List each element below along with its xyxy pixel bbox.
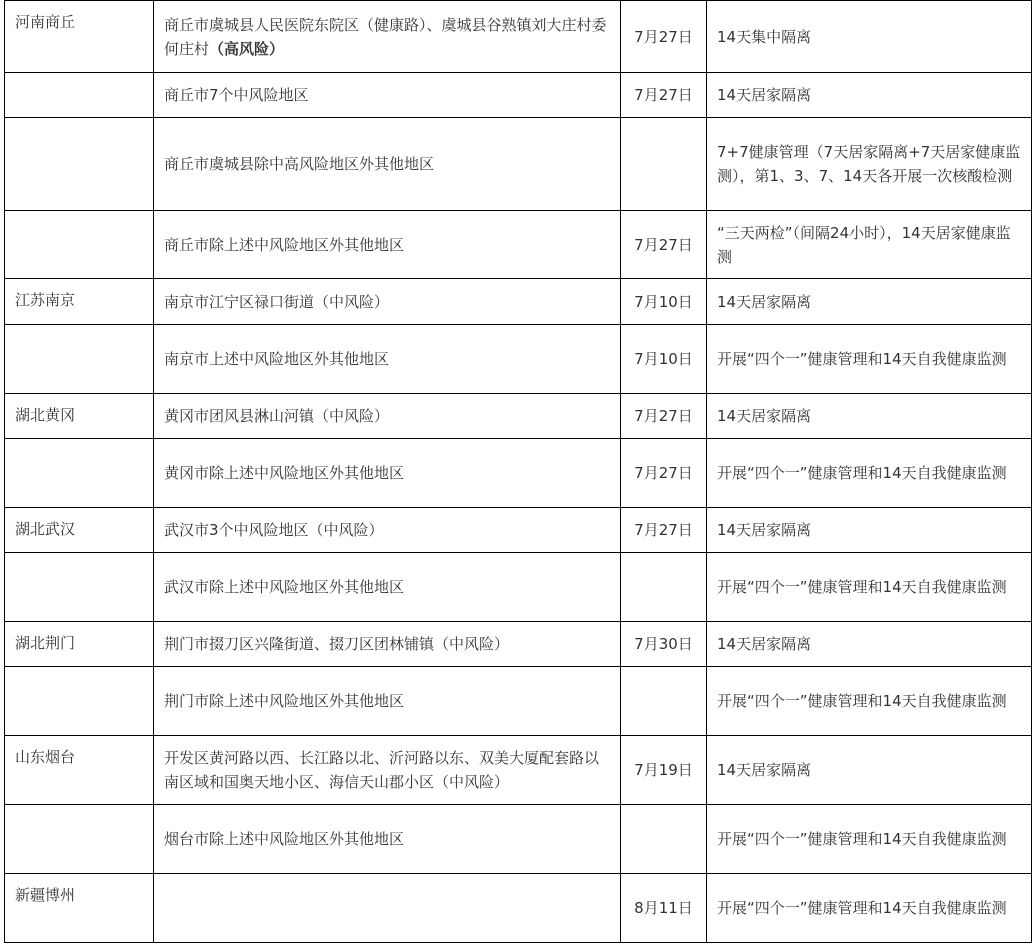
area-cell — [154, 394, 621, 439]
area-cell — [154, 667, 621, 736]
date-cell: 7月27日 — [621, 211, 707, 279]
area-text: 烟台市除上述中风险地区外其他地区 — [164, 830, 405, 848]
area-cell — [154, 874, 621, 943]
date-cell: 7月10日 — [621, 279, 707, 325]
table-row — [5, 805, 1032, 874]
region-cell — [5, 211, 154, 279]
date-cell — [621, 805, 707, 874]
area-cell — [154, 553, 621, 622]
region-cell — [5, 439, 154, 508]
area-cell — [154, 1, 621, 73]
area-text: 荆门市除上述中风险地区外其他地区 — [164, 692, 405, 710]
date-cell — [621, 553, 707, 622]
measure-cell: 开展“四个一”健康管理和14天自我健康监测 — [707, 325, 1032, 394]
table-row — [5, 622, 1032, 667]
area-text: 商丘市7个中风险地区 — [164, 86, 309, 104]
measure-cell: 开展“四个一”健康管理和14天自我健康监测 — [707, 805, 1032, 874]
risk-level-text: （高风险） — [209, 39, 285, 58]
date-cell: 7月27日 — [621, 73, 707, 118]
measure-cell: 14天居家隔离 — [707, 73, 1032, 118]
area-cell — [154, 439, 621, 508]
measure-cell: “三天两检”（间隔24小时），14天居家健康监测 — [707, 211, 1032, 279]
table-row — [5, 874, 1032, 943]
policy-table — [4, 0, 1032, 943]
table-row — [5, 736, 1032, 805]
date-cell: 7月27日 — [621, 1, 707, 73]
measure-cell: 14天集中隔离 — [707, 1, 1032, 73]
region-cell: 湖北武汉 — [5, 508, 154, 553]
table-row — [5, 325, 1032, 394]
date-cell: 7月30日 — [621, 622, 707, 667]
area-text: 武汉市除上述中风险地区外其他地区 — [164, 578, 405, 596]
table-row — [5, 279, 1032, 325]
region-cell: 山东烟台 — [5, 736, 154, 805]
date-cell: 7月19日 — [621, 736, 707, 805]
area-cell — [154, 73, 621, 118]
region-cell: 湖北黄冈 — [5, 394, 154, 439]
area-text: 武汉市3个中风险地区（中风险） — [164, 521, 384, 539]
measure-cell: 14天居家隔离 — [707, 508, 1032, 553]
measure-cell: 7+7健康管理（7天居家隔离+7天居家健康监测），第1、3、7、14天各开展一次核酸检测 — [707, 118, 1032, 211]
table-row — [5, 439, 1032, 508]
date-cell: 7月27日 — [621, 439, 707, 508]
region-cell — [5, 118, 154, 211]
area-text: 荆门市掇刀区兴隆街道、掇刀区团林铺镇（中风险） — [164, 635, 510, 653]
region-cell: 河南商丘 — [5, 1, 154, 73]
date-cell: 8月11日 — [621, 874, 707, 943]
area-cell — [154, 211, 621, 279]
area-text: 南京市上述中风险地区外其他地区 — [164, 350, 390, 368]
table-row — [5, 508, 1032, 553]
measure-cell: 开展“四个一”健康管理和14天自我健康监测 — [707, 874, 1032, 943]
region-cell — [5, 667, 154, 736]
area-cell — [154, 736, 621, 805]
area-text: 商丘市虞城县人民医院东院区（健康路）、虞城县谷熟镇刘大庄村委何庄村 — [164, 15, 607, 58]
table-row — [5, 73, 1032, 118]
area-text: 南京市江宁区禄口街道（中风险） — [164, 292, 390, 311]
area-text: 商丘市除上述中风险地区外其他地区 — [164, 235, 405, 254]
area-text: 黄冈市除上述中风险地区外其他地区 — [164, 464, 405, 482]
date-cell: 7月27日 — [621, 508, 707, 553]
region-cell: 江苏南京 — [5, 279, 154, 325]
table-row — [5, 118, 1032, 211]
date-cell: 7月10日 — [621, 325, 707, 394]
date-cell — [621, 118, 707, 211]
measure-cell: 14天居家隔离 — [707, 622, 1032, 667]
region-cell: 湖北荆门 — [5, 622, 154, 667]
date-cell — [621, 667, 707, 736]
area-cell — [154, 805, 621, 874]
measure-cell: 开展“四个一”健康管理和14天自我健康监测 — [707, 553, 1032, 622]
region-cell — [5, 805, 154, 874]
region-cell — [5, 553, 154, 622]
area-text: 商丘市虞城县除中高风险地区外其他地区 — [164, 155, 435, 173]
region-cell — [5, 325, 154, 394]
region-cell — [5, 73, 154, 118]
table-row — [5, 1, 1032, 73]
table-row — [5, 211, 1032, 279]
measure-cell: 14天居家隔离 — [707, 736, 1032, 805]
area-cell — [154, 325, 621, 394]
area-text: 黄冈市团风县淋山河镇（中风险） — [164, 407, 390, 425]
area-cell — [154, 508, 621, 553]
area-cell — [154, 279, 621, 325]
measure-cell: 开展“四个一”健康管理和14天自我健康监测 — [707, 667, 1032, 736]
table-row — [5, 394, 1032, 439]
table-row — [5, 667, 1032, 736]
area-cell — [154, 118, 621, 211]
table-row — [5, 553, 1032, 622]
area-cell — [154, 622, 621, 667]
measure-cell: 14天居家隔离 — [707, 279, 1032, 325]
area-text: 开发区黄河路以西、长江路以北、沂河路以东、双美大厦配套路以南区域和国奥天地小区、海信天山郡小区（中风险） — [164, 749, 600, 791]
date-cell: 7月27日 — [621, 394, 707, 439]
region-cell: 新疆博州 — [5, 874, 154, 943]
measure-cell: 14天居家隔离 — [707, 394, 1032, 439]
measure-cell: 开展“四个一”健康管理和14天自我健康监测 — [707, 439, 1032, 508]
